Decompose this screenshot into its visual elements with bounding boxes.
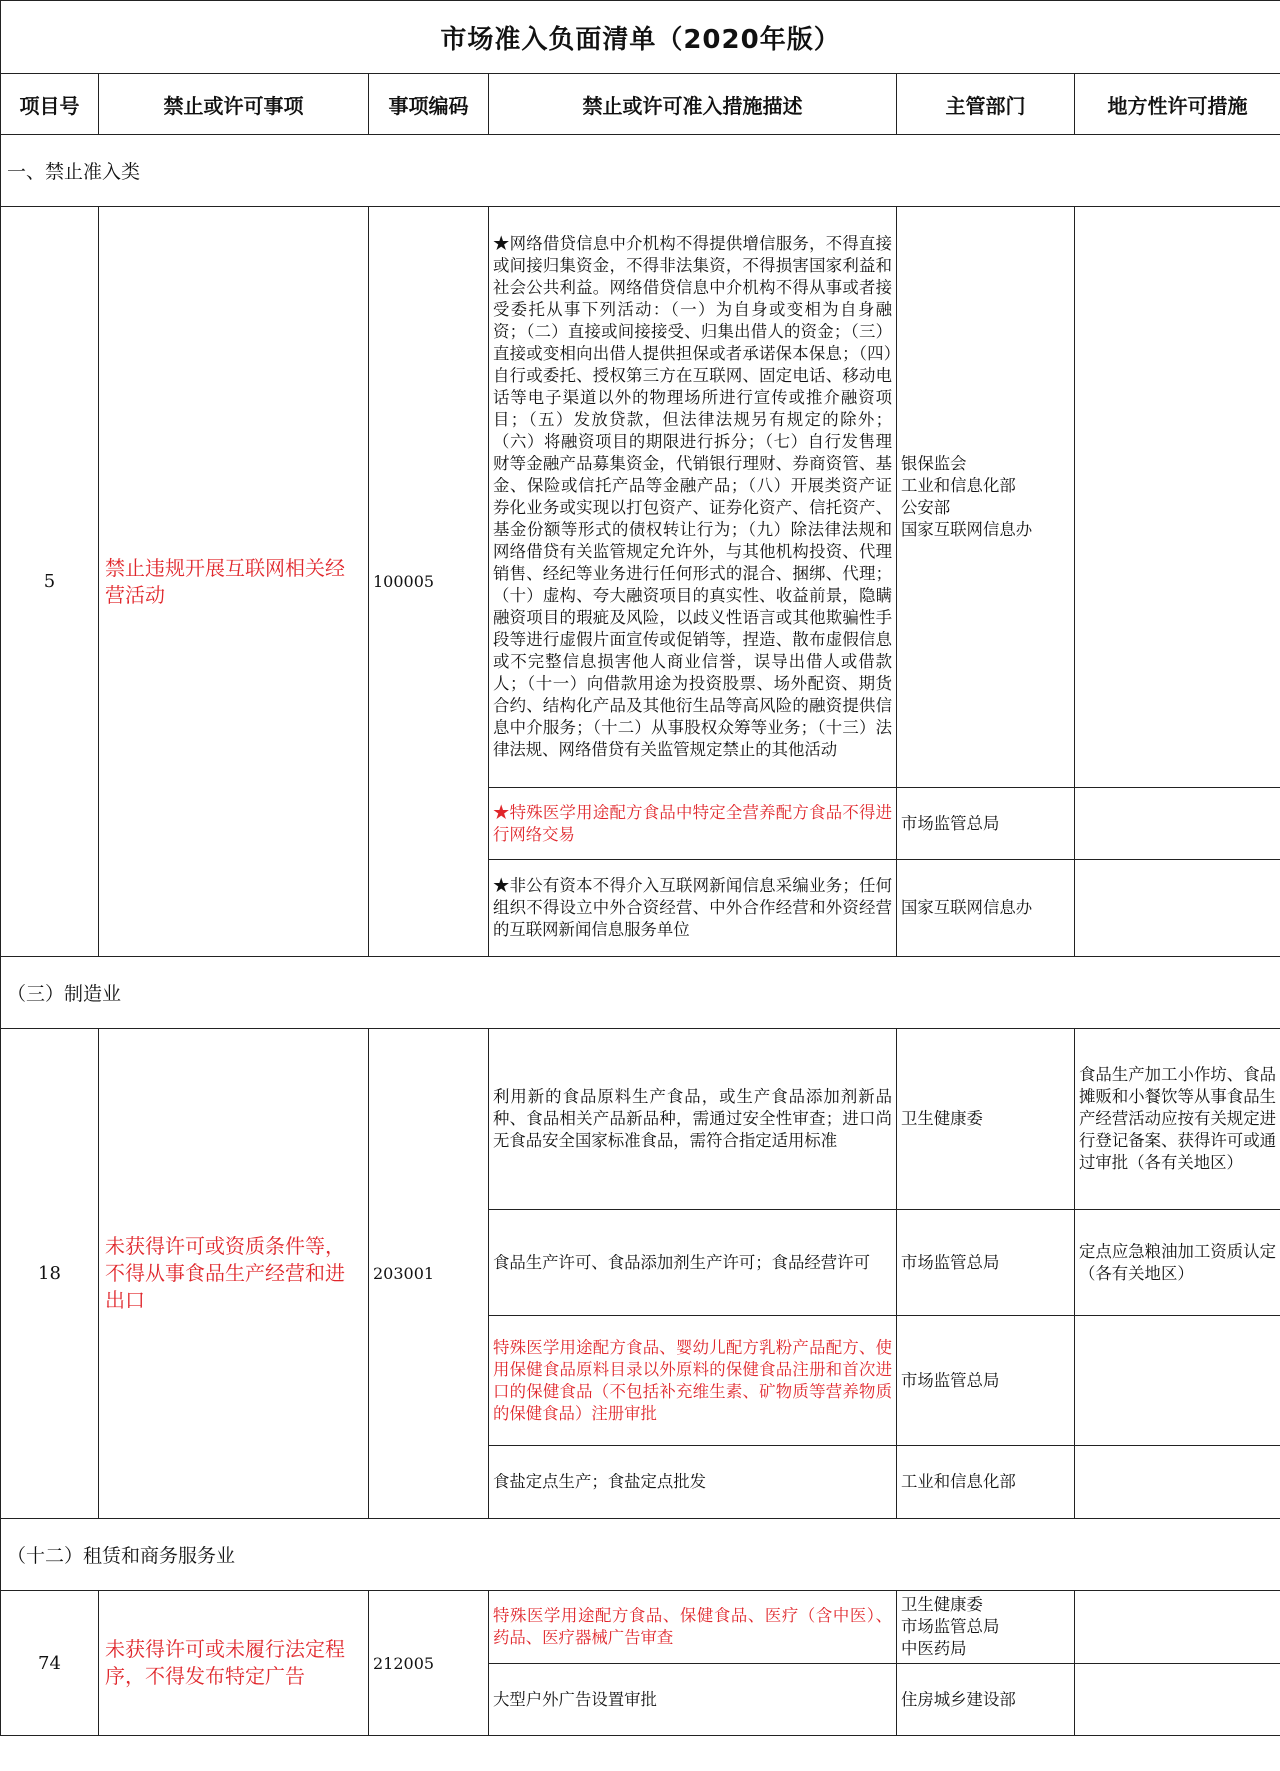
measure-description: ★非公有资本不得介入互联网新闻信息采编业务；任何组织不得设立中外合资经营、中外合作经营和外资经营的互联网新闻信息服务单位 [489, 860, 897, 957]
department-name: 工业和信息化部 [901, 476, 1016, 495]
section-heading: （三）制造业 [1, 957, 1280, 1029]
local-measure: 定点应急粮油加工资质认定（各有关地区） [1075, 1210, 1280, 1316]
local-measure [1075, 1664, 1280, 1736]
measure-description: ★特殊医学用途配方食品中特定全营养配方食品不得进行网络交易 [489, 788, 897, 860]
header-item-name: 禁止或许可事项 [99, 74, 369, 135]
measure-row [1, 1029, 1280, 1210]
header-row [1, 74, 1280, 135]
measure-description: 食盐定点生产；食盐定点批发 [489, 1446, 897, 1519]
section-heading: 一、禁止准入类 [1, 135, 1280, 207]
measure-description: 特殊医学用途配方食品、保健食品、医疗（含中医）、药品、医疗器械广告审查 [489, 1591, 897, 1664]
section-row [1, 1519, 1280, 1591]
measure-description: 大型户外广告设置审批 [489, 1664, 897, 1736]
header-measure-description: 禁止或许可准入措施描述 [489, 74, 897, 135]
department-cell [897, 1316, 1075, 1446]
local-measure: 食品生产加工小作坊、食品摊贩和小餐饮等从事食品生产经营活动应按有关规定进行登记备案、获得许可或通过审批（各有关地区） [1075, 1029, 1280, 1210]
department-cell [897, 1210, 1075, 1316]
department-cell [897, 1029, 1075, 1210]
local-measure [1075, 207, 1280, 788]
item-code: 203001 [369, 1029, 489, 1519]
department-cell [897, 788, 1075, 860]
department-cell [897, 1591, 1075, 1664]
department-cell [897, 860, 1075, 957]
measure-description: 特殊医学用途配方食品、婴幼儿配方乳粉产品配方、使用保健食品原料目录以外原料的保健食品注册和首次进口的保健食品（不包括补充维生素、矿物质等营养物质的保健食品）注册审批 [489, 1316, 897, 1446]
measure-row [1, 207, 1280, 788]
header-local-measures: 地方性许可措施 [1075, 74, 1280, 135]
section-row [1, 957, 1280, 1029]
department-name: 市场监管总局 [901, 1370, 1000, 1390]
local-measure [1075, 1316, 1280, 1446]
department-name: 工业和信息化部 [901, 1472, 1016, 1491]
item-name: 禁止违规开展互联网相关经营活动 [99, 207, 369, 957]
department-name: 国家互联网信息办 [901, 520, 1033, 539]
item-number: 74 [1, 1591, 99, 1736]
department-name: 公安部 [901, 498, 951, 517]
department-name: 市场监管总局 [901, 1252, 1000, 1272]
local-measure [1075, 860, 1280, 957]
measure-row [1, 1591, 1280, 1664]
item-code: 100005 [369, 207, 489, 957]
department-cell [897, 1446, 1075, 1519]
department-name: 市场监管总局 [901, 813, 1000, 833]
measure-description: ★网络借贷信息中介机构不得提供增信服务，不得直接或间接归集资金，不得非法集资，不得损害国家利益和社会公共利益。网络借贷信息中介机构不得从事或者接受委托从事下列活动：（一）为自身或变相为自身融资；（二）直接或间接接受、归集出借人的资金；（三）直接或变相向出借人提供担保或者承诺保本保息；（四）自行或委托、授权第三方在互联网、固定电话、移动电话等电子渠道以外的物理场所进行宣传或推介融资项目；（五）发放贷款，但法律法规另有规定的除外；（六）将融资项目的期限进行拆分；（七）自行发售理财等金融产品募集资金，代销银行理财、券商资管、基金、保险或信托产品等金融产品；（八）开展类资产证券化业务或实现以打包资产、证券化资产、信托资产、基金份额等形式的债权转让行为；（九）除法律法规和网络借贷有关监管规定允许外，与其他机构投资、代理销售、经纪等业务进行任何形式的混合、捆绑、代理；（十）虚构、夸大融资项目的真实性、收益前景，隐瞒融资项目的瑕疵及风险，以歧义性语言或其他欺骗性手段等进行虚假片面宣传或促销等，捏造、散布虚假信息或不完整信息损害他人商业信誉，误导出借人或借款人；（十一）向借款用途为投资股票、场外配资、期货合约、结构化产品及其他衍生品等高风险的融资提供信息中介服务；（十二）从事股权众筹等业务；（十三）法律法规、网络借贷有关监管规定禁止的其他活动 [489, 207, 897, 788]
item-number: 18 [1, 1029, 99, 1519]
measure-description: 利用新的食品原料生产食品，或生产食品添加剂新品种、食品相关产品新品种，需通过安全性审查；进口尚无食品安全国家标准食品，需符合指定适用标准 [489, 1029, 897, 1210]
measure-description: 食品生产许可、食品添加剂生产许可；食品经营许可 [489, 1210, 897, 1316]
header-item-code: 事项编码 [369, 74, 489, 135]
document-title: 市场准入负面清单（2020年版） [1, 1, 1280, 74]
local-measure [1075, 1446, 1280, 1519]
section-heading: （十二）租赁和商务服务业 [1, 1519, 1280, 1591]
department-name: 卫生健康委 [901, 1109, 983, 1128]
item-name: 未获得许可或未履行法定程序，不得发布特定广告 [99, 1591, 369, 1736]
department-name: 中医药局 [901, 1639, 967, 1658]
department-name: 银保监会 [901, 454, 967, 473]
department-name: 住房城乡建设部 [901, 1689, 1016, 1709]
local-measure [1075, 1591, 1280, 1664]
department-cell [897, 1664, 1075, 1736]
item-name: 未获得许可或资质条件等，不得从事食品生产经营和进出口 [99, 1029, 369, 1519]
section-row [1, 135, 1280, 207]
header-department: 主管部门 [897, 74, 1075, 135]
department-cell [897, 207, 1075, 788]
department-name: 卫生健康委 [901, 1595, 983, 1614]
item-code: 212005 [369, 1591, 489, 1736]
item-number: 5 [1, 207, 99, 957]
local-measure [1075, 788, 1280, 860]
department-name: 国家互联网信息办 [901, 898, 1033, 917]
header-item-number: 项目号 [1, 74, 99, 135]
department-name: 市场监管总局 [901, 1617, 1000, 1636]
